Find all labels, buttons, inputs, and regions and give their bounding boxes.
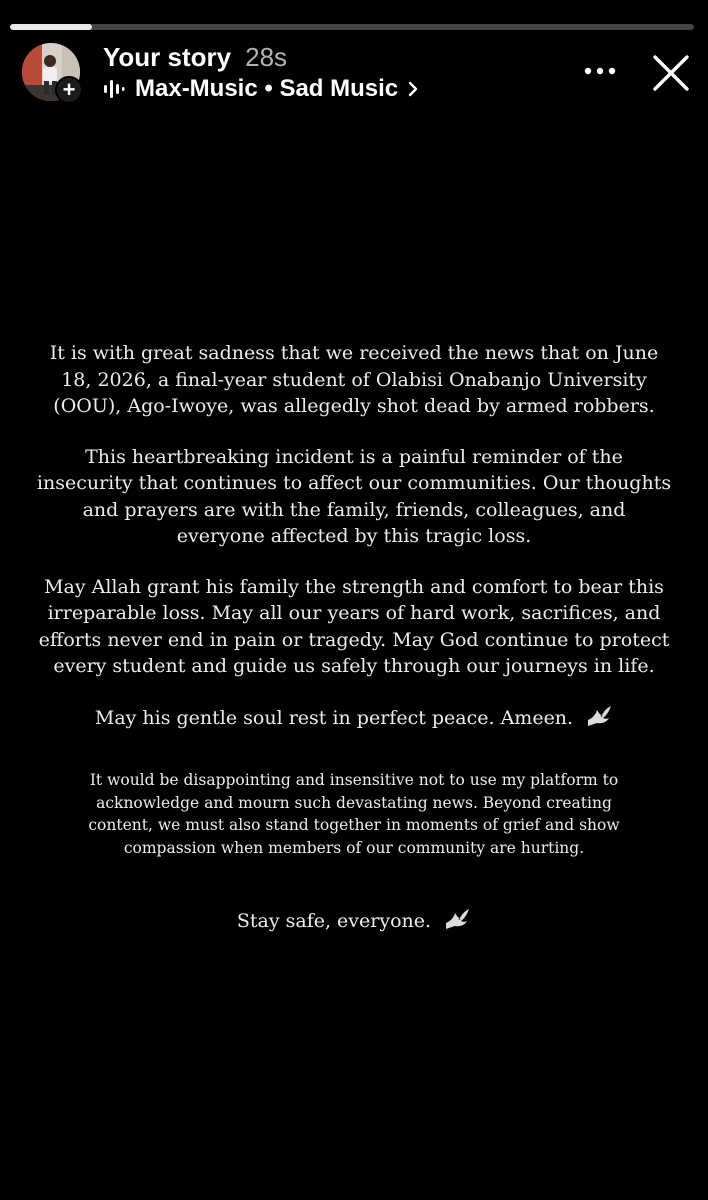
music-attribution[interactable] <box>103 74 420 104</box>
story-title: Your story <box>103 42 232 72</box>
audio-wave-icon <box>103 78 125 100</box>
story-paragraph-6-text: Stay safe, everyone. <box>236 910 432 932</box>
music-separator: • <box>257 75 280 102</box>
story-paragraph-2: This heartbreaking incident is a painful reminder of the insecurity that continues to affect our communities. Our thoughts and prayers are with the family, friends, colleagues, and everyone affected by this tragic loss. <box>36 445 672 547</box>
more-horizontal-icon <box>580 56 620 86</box>
story-paragraph-4 <box>36 704 672 732</box>
close-icon <box>650 52 692 94</box>
story-paragraph-6 <box>36 907 672 935</box>
story-text-content <box>36 340 672 959</box>
music-title: Sad Music <box>279 75 399 102</box>
close-button[interactable] <box>650 52 692 94</box>
plus-icon: + <box>62 77 76 102</box>
more-options-button[interactable] <box>580 56 620 86</box>
chevron-right-icon <box>406 80 420 98</box>
story-timestamp: 28s <box>245 42 288 72</box>
story-progress-fill <box>10 24 92 30</box>
music-artist: Max-Music <box>135 75 258 102</box>
dove-icon <box>585 704 613 728</box>
story-paragraph-3: May Allah grant his family the strength and comfort to bear this irreparable loss. May all our years of hard work, sacrifices, and efforts never end in pain or tragedy. May God continue to protect every student and guide us safely through our journeys in life. <box>38 575 670 677</box>
add-to-story-button[interactable] <box>55 76 83 104</box>
story-paragraph-5: It would be disappointing and insensitive not to use my platform to acknowledge and mourn such devastating news. Beyond creating content, we must also stand together in moments of grief and show compassion when members of our community are hurting. <box>88 771 620 857</box>
story-paragraph-4-text: May his gentle soul rest in perfect peace. Ameen. <box>94 706 574 729</box>
dove-icon <box>443 907 471 931</box>
story-title-row <box>103 42 287 78</box>
story-paragraph-1: It is with great sadness that we received the news that on June 18, 2026, a final-year student of Olabisi Onabanjo University (OOU), Ago-Iwoye, was allegedly shot dead by armed robbers. <box>49 342 659 417</box>
story-progress-bar <box>10 24 694 30</box>
